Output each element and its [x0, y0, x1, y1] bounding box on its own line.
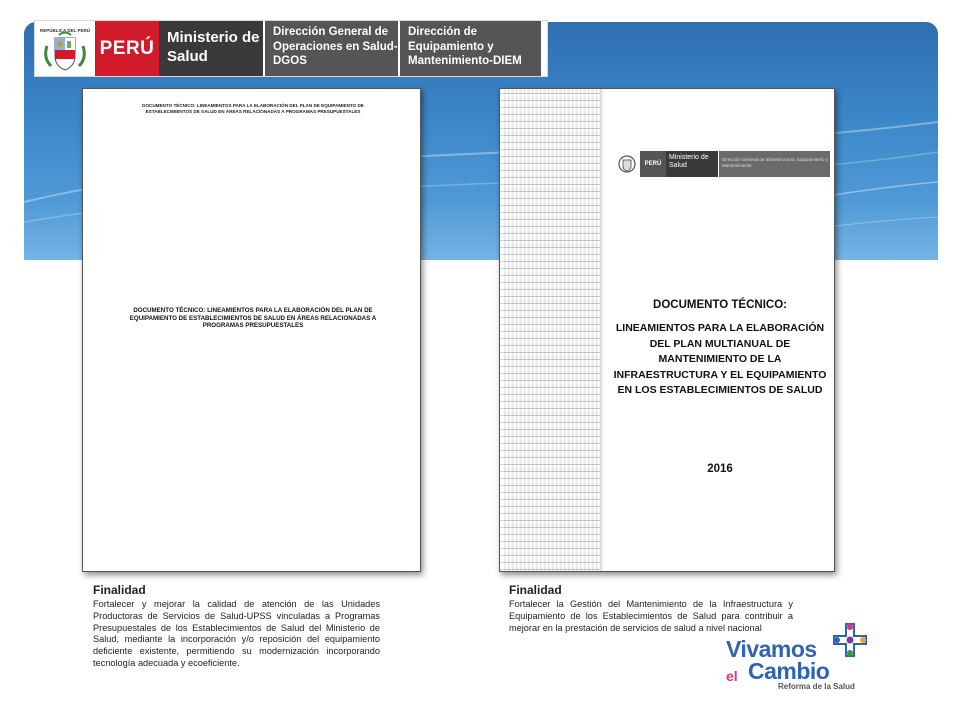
scan-noise-overlay [500, 89, 600, 572]
caption-heading: Finalidad [509, 583, 562, 597]
ministry-logo-strip [34, 20, 548, 77]
dgos-label: Dirección General de Operaciones en Salud-DGOS [263, 21, 398, 76]
document-thumbnail-equipamiento [82, 88, 421, 572]
doc-direccion-label: Dirección General de Infraestructura, Equipamiento y Mantenimiento [718, 151, 830, 177]
document-title: DOCUMENTO TÉCNICO: [653, 299, 787, 311]
health-cross-icon [830, 620, 870, 660]
brand-reforma: Reforma de la Salud [778, 682, 855, 691]
caption-heading: Finalidad [93, 583, 146, 597]
document-title: DOCUMENTO TÉCNICO: LINEAMIENTOS PARA LA ELABORACIÓN DEL PLAN DE EQUIPAMIENTO DE ESTABLECIMIENTOS DE SALUD EN ÁREAS RELACIONADAS A PROGRAMAS PRESUPUESTALES [129, 307, 377, 329]
caption-text: Fortalecer la Gestión del Mantenimiento de la Infraestructura y Equipamiento de los Establecimientos de Salud para contribuir a mejorar en la prestación de servicios de salud a nivel nacional [509, 599, 793, 633]
document-thumbnail-mantenimiento [499, 88, 835, 572]
doc-peru-label: PERÚ [640, 151, 666, 177]
document-header-text: DOCUMENTO TÉCNICO: LINEAMIENTOS PARA LA ELABORACIÓN DEL PLAN DE EQUIPAMIENTO DE ESTABLECIMIENTOS DE SALUD EN ÁREAS RELACIONADAS A PROGRAMAS PRESUPUESTALES [142, 103, 364, 114]
brand-el: el [726, 668, 738, 684]
document-logo-strip [614, 151, 830, 177]
peru-label: PERÚ [95, 21, 159, 76]
diem-label: Dirección de Equipamiento y Mantenimiento-DIEM [398, 21, 541, 76]
coat-of-arms-icon [614, 151, 640, 177]
ministry-name: Ministerio de Salud [159, 21, 263, 76]
document-year: 2016 [707, 463, 733, 475]
coat-of-arms-icon [35, 21, 95, 76]
caption-finalidad-1 [93, 583, 380, 670]
brand-cambio: Cambio [748, 658, 830, 684]
doc-ministry-name: Ministerio de Salud [666, 151, 718, 177]
brand-vivamos: Vivamos [726, 636, 817, 662]
caption-text: Fortalecer y mejorar la calidad de atención de las Unidades Productoras de Servicios de Salud-UPSS vinculadas a Programas Presupuestales de los Establecimientos de Salud del Ministerio de Salud, mediante la incorporación y/o reposición del equipamiento deficiente existente, permitiendo su modernización incorporando tecnología adecuada y ecoeficiente. [93, 599, 380, 668]
vivamos-el-cambio-logo [726, 620, 876, 690]
svg-text:REPÚBLICA DEL PERÚ: REPÚBLICA DEL PERÚ [39, 27, 91, 33]
document-subtitle: LINEAMIENTOS PARA LA ELABORACIÓN DEL PLAN MULTIANUAL DE MANTENIMIENTO DE LA INFRAESTRUCTURA Y EL EQUIPAMIENTO EN LOS ESTABLECIMIENTOS DE SALUD [613, 322, 827, 396]
